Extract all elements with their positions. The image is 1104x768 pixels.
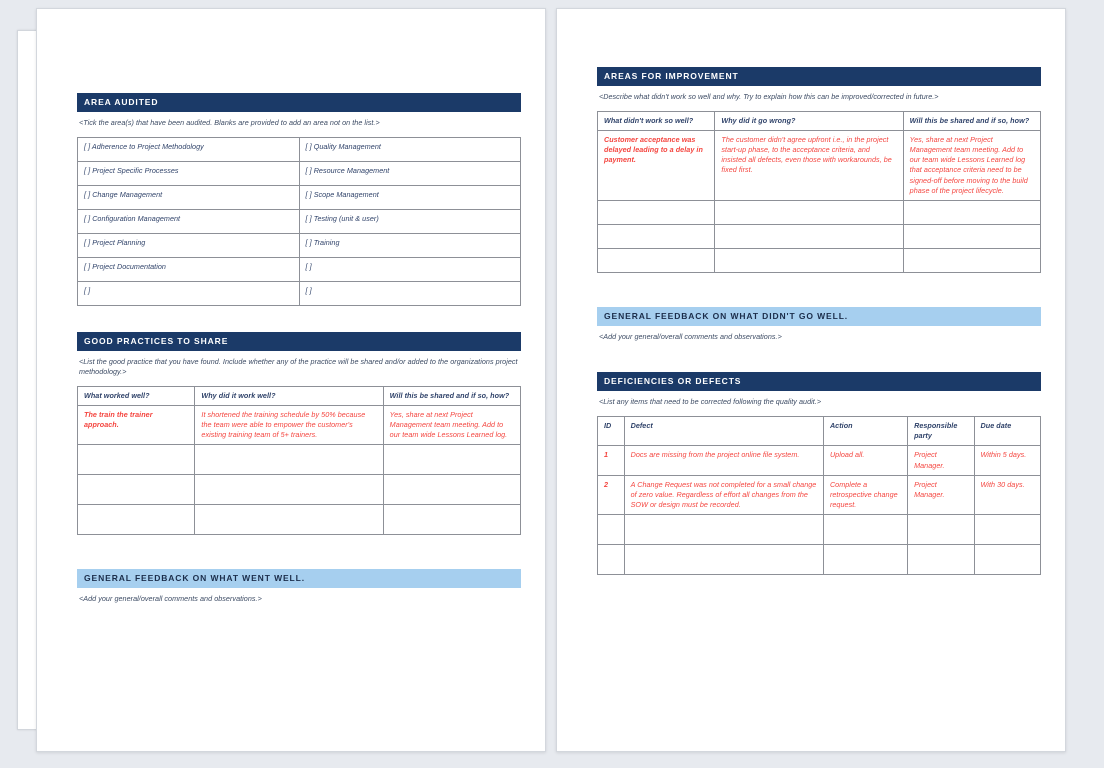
why-worked-well-cell[interactable] — [195, 475, 383, 505]
column-header: Why did it go wrong? — [715, 111, 903, 130]
table-row[interactable] — [78, 233, 521, 257]
page-2-content — [597, 67, 1041, 579]
why-went-wrong-cell[interactable] — [715, 200, 903, 224]
area-cell[interactable]: [ ] Project Planning — [78, 233, 300, 257]
table-row[interactable] — [78, 137, 521, 161]
defect-action-cell[interactable] — [823, 515, 907, 545]
area-cell[interactable]: [ ] Configuration Management — [78, 209, 300, 233]
column-header: Defect — [624, 416, 823, 445]
table-header-row — [598, 111, 1041, 130]
defect-id-cell[interactable]: 2 — [598, 475, 625, 515]
defect-action-cell[interactable]: Upload all. — [823, 446, 907, 475]
why-worked-well-cell[interactable] — [195, 445, 383, 475]
defect-id-cell[interactable] — [598, 515, 625, 545]
table-header-row — [598, 416, 1041, 445]
area-cell[interactable]: [ ] Project Specific Processes — [78, 161, 300, 185]
why-worked-well-cell[interactable] — [195, 505, 383, 535]
what-didnt-work-cell[interactable] — [598, 200, 715, 224]
what-worked-well-cell[interactable] — [78, 445, 195, 475]
area-cell[interactable]: [ ] Resource Management — [299, 161, 521, 185]
table-row[interactable] — [78, 281, 521, 305]
responsible-party-cell[interactable]: Project Manager. — [908, 446, 974, 475]
due-date-cell[interactable] — [974, 545, 1040, 575]
table-row[interactable] — [78, 405, 521, 445]
shared-how-cell[interactable] — [903, 200, 1040, 224]
defect-action-cell[interactable]: Complete a retrospective change request. — [823, 475, 907, 515]
why-worked-well-cell[interactable]: It shortened the training schedule by 50% because the team were able to empower the customer's existing training team of 5+ trainers. — [195, 405, 383, 445]
areas-for-improvement-table — [597, 111, 1041, 273]
spacer — [597, 350, 1041, 372]
shared-how-cell[interactable]: Yes, share at next Project Management team meeting. Add to our team wide Lessons Learned log. — [383, 405, 520, 445]
area-cell[interactable]: [ ] Adherence to Project Methodology — [78, 137, 300, 161]
shared-how-cell[interactable] — [383, 475, 520, 505]
section-note-areas-for-improvement: <Describe what didn't work so well and why. Try to explain how this can be improved/corrected in future.> — [599, 92, 939, 101]
section-note-area-audited: <Tick the area(s) that have been audited. Blanks are provided to add an area not on the list.> — [79, 118, 380, 127]
shared-how-cell[interactable] — [383, 505, 520, 535]
area-cell[interactable]: [ ] Testing (unit & user) — [299, 209, 521, 233]
defect-description-cell[interactable]: A Change Request was not completed for a small change of zero value. Regardless of effort all changes from the SOW or design must be recorded. — [624, 475, 823, 515]
table-row[interactable] — [78, 185, 521, 209]
column-header: Due date — [974, 416, 1040, 445]
defect-id-cell[interactable] — [598, 545, 625, 575]
responsible-party-cell[interactable]: Project Manager. — [908, 475, 974, 515]
what-didnt-work-cell[interactable]: Customer acceptance was delayed leading to a delay in payment. — [598, 130, 715, 200]
section-note-general-feedback-well: <Add your general/overall comments and observations.> — [79, 594, 262, 604]
what-didnt-work-cell[interactable] — [598, 224, 715, 248]
defect-description-cell[interactable] — [624, 545, 823, 575]
spacer — [597, 277, 1041, 307]
section-header-general-feedback-well: GENERAL FEEDBACK ON WHAT WENT WELL. — [77, 569, 521, 588]
column-header: Why did it work well? — [195, 386, 383, 405]
column-header: ID — [598, 416, 625, 445]
area-cell[interactable]: [ ] Project Documentation — [78, 257, 300, 281]
column-header: Will this be shared and if so, how? — [383, 386, 520, 405]
section-header-deficiencies: DEFICIENCIES OR DEFECTS — [597, 372, 1041, 391]
what-worked-well-cell[interactable] — [78, 475, 195, 505]
what-worked-well-cell[interactable] — [78, 505, 195, 535]
area-cell[interactable]: [ ] Change Management — [78, 185, 300, 209]
what-worked-well-cell[interactable]: The train the trainer approach. — [78, 405, 195, 445]
defect-description-cell[interactable]: Docs are missing from the project online file system. — [624, 446, 823, 475]
section-note-good-practices: <List the good practice that you have found. Include whether any of the practice will be shared and/or added to the organizations project methodology.> — [79, 356, 518, 376]
table-row[interactable] — [598, 200, 1041, 224]
area-cell[interactable]: [ ] Training — [299, 233, 521, 257]
table-row[interactable] — [78, 209, 521, 233]
responsible-party-cell[interactable] — [908, 515, 974, 545]
area-cell[interactable]: [ ] — [299, 257, 521, 281]
area-audited-table — [77, 137, 521, 306]
good-practices-table — [77, 386, 521, 536]
why-went-wrong-cell[interactable] — [715, 224, 903, 248]
section-header-general-feedback-not-well: GENERAL FEEDBACK ON WHAT DIDN'T GO WELL. — [597, 307, 1041, 326]
spacer — [77, 310, 521, 332]
spacer — [77, 539, 521, 569]
defect-action-cell[interactable] — [823, 545, 907, 575]
table-row[interactable] — [598, 475, 1041, 515]
column-header: Responsible party — [908, 416, 974, 445]
column-header: Will this be shared and if so, how? — [903, 111, 1040, 130]
shared-how-cell[interactable] — [383, 445, 520, 475]
table-row[interactable] — [598, 224, 1041, 248]
table-row[interactable] — [598, 130, 1041, 200]
section-header-areas-for-improvement: AREAS FOR IMPROVEMENT — [597, 67, 1041, 86]
table-row[interactable] — [78, 445, 521, 475]
area-cell[interactable]: [ ] — [299, 281, 521, 305]
table-row[interactable] — [78, 257, 521, 281]
column-header: What didn't work so well? — [598, 111, 715, 130]
section-note-deficiencies: <List any items that need to be corrected following the quality audit.> — [599, 397, 822, 407]
area-cell[interactable]: [ ] Quality Management — [299, 137, 521, 161]
column-header: What worked well? — [78, 386, 195, 405]
area-cell[interactable]: [ ] Scope Management — [299, 185, 521, 209]
what-didnt-work-cell[interactable] — [598, 248, 715, 272]
document-page-1[interactable] — [36, 8, 546, 752]
document-page-2[interactable] — [556, 8, 1066, 752]
section-header-good-practices: GOOD PRACTICES TO SHARE — [77, 332, 521, 351]
table-row[interactable] — [598, 545, 1041, 575]
area-cell[interactable]: [ ] — [78, 281, 300, 305]
page-1-content — [77, 93, 521, 613]
table-row[interactable] — [78, 161, 521, 185]
table-row[interactable] — [598, 446, 1041, 475]
why-went-wrong-cell[interactable]: The customer didn't agree upfront i.e., in the project start-up phase, to the acceptance criteria, and insisted all defects, even those with workarounds, be fixed first. — [715, 130, 903, 200]
column-header: Action — [823, 416, 907, 445]
shared-how-cell[interactable] — [903, 224, 1040, 248]
table-row[interactable] — [598, 515, 1041, 545]
deficiencies-table — [597, 416, 1041, 575]
shared-how-cell[interactable] — [903, 248, 1040, 272]
table-row[interactable] — [598, 248, 1041, 272]
table-header-row — [78, 386, 521, 405]
due-date-cell[interactable]: Within 5 days. — [974, 446, 1040, 475]
section-header-area-audited: AREA AUDITED — [77, 93, 521, 112]
why-went-wrong-cell[interactable] — [715, 248, 903, 272]
defect-description-cell[interactable] — [624, 515, 823, 545]
table-row[interactable] — [78, 505, 521, 535]
table-row[interactable] — [78, 475, 521, 505]
shared-how-cell[interactable]: Yes, share at next Project Management team meeting. Add to our team wide Lessons Learned log that acceptance criteria need to be signed-off before moving to the build phase of the project lifecycle. — [903, 130, 1040, 200]
due-date-cell[interactable]: With 30 days. — [974, 475, 1040, 515]
responsible-party-cell[interactable] — [908, 545, 974, 575]
due-date-cell[interactable] — [974, 515, 1040, 545]
section-note-general-feedback-not-well: <Add your general/overall comments and observations.> — [599, 331, 782, 341]
defect-id-cell[interactable]: 1 — [598, 446, 625, 475]
